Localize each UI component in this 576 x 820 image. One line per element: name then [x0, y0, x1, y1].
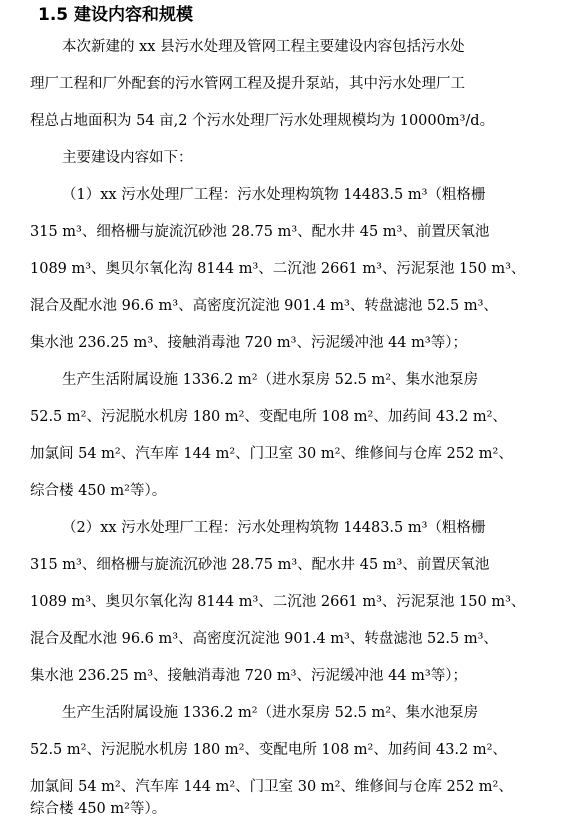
item2-structures-line-5: 集水池 236.25 m³、接触消毒池 720 m³、污泥缓冲池 44 m³等）； [30, 668, 467, 684]
item2-structures-line-2: 315 m³、细格栅与旋流沉砂池 28.75 m³、配水井 45 m³、前置厌氧池 [30, 557, 490, 573]
item1-facilities-line-4: 综合楼 450 m²等）。 [30, 483, 167, 499]
item1-structures-line-3: 1089 m³、奥贝尔氧化沟 8144 m³、二沉池 2661 m³、污泥泵池 150 m³、 [30, 261, 526, 277]
item2-structures-line-3: 1089 m³、奥贝尔氧化沟 8144 m³、二沉池 2661 m³、污泥泵池 150 m³、 [30, 594, 526, 610]
item1-structures-line-1: （1）xx 污水处理厂工程：污水处理构筑物 14483.5 m³（粗格栅 [62, 187, 486, 203]
intro-line-1: 本次新建的 xx 县污水处理及管网工程主要建设内容包括污水处 [62, 39, 465, 55]
item2-structures-line-4: 混合及配水池 96.6 m³、高密度沉淀池 901.4 m³、转盘滤池 52.5 m³、 [30, 631, 498, 647]
item1-facilities-line-3: 加氯间 54 m²、汽车库 144 m²、门卫室 30 m²、维修间与仓库 252 m²、 [30, 446, 513, 462]
item2-facilities-line-3: 加氯间 54 m²、汽车库 144 m²、门卫室 30 m²、维修间与仓库 252 m²、 [30, 779, 513, 795]
section-heading: 1.5 建设内容和规模 [38, 5, 194, 25]
item2-facilities-line-1: 生产生活附属设施 1336.2 m²（进水泵房 52.5 m²、集水池泵房 [62, 705, 479, 721]
item1-facilities-line-1: 生产生活附属设施 1336.2 m²（进水泵房 52.5 m²、集水池泵房 [62, 372, 479, 388]
item1-structures-line-2: 315 m³、细格栅与旋流沉砂池 28.75 m³、配水井 45 m³、前置厌氧池 [30, 224, 490, 240]
item1-structures-line-5: 集水池 236.25 m³、接触消毒池 720 m³、污泥缓冲池 44 m³等）； [30, 335, 467, 351]
intro-line-2: 理厂工程和厂外配套的污水管网工程及提升泵站，其中污水处理厂工 [30, 76, 465, 92]
item2-facilities-line-2: 52.5 m²、污泥脱水机房 180 m²、变配电所 108 m²、加药间 43.2 m²、 [30, 742, 507, 758]
item1-structures-line-4: 混合及配水池 96.6 m³、高密度沉淀池 901.4 m³、转盘滤池 52.5 m³、 [30, 298, 498, 314]
item1-facilities-line-2: 52.5 m²、污泥脱水机房 180 m²、变配电所 108 m²、加药间 43.2 m²、 [30, 409, 507, 425]
item2-facilities-line-4: 综合楼 450 m²等）。 [30, 801, 167, 817]
intro-line-3: 程总占地面积为 54 亩,2 个污水处理厂污水处理规模均为 10000m³/d。 [30, 113, 495, 129]
item2-structures-line-1: （2）xx 污水处理厂工程：污水处理构筑物 14483.5 m³（粗格栅 [62, 520, 486, 536]
main-content-label: 主要建设内容如下： [62, 150, 193, 166]
